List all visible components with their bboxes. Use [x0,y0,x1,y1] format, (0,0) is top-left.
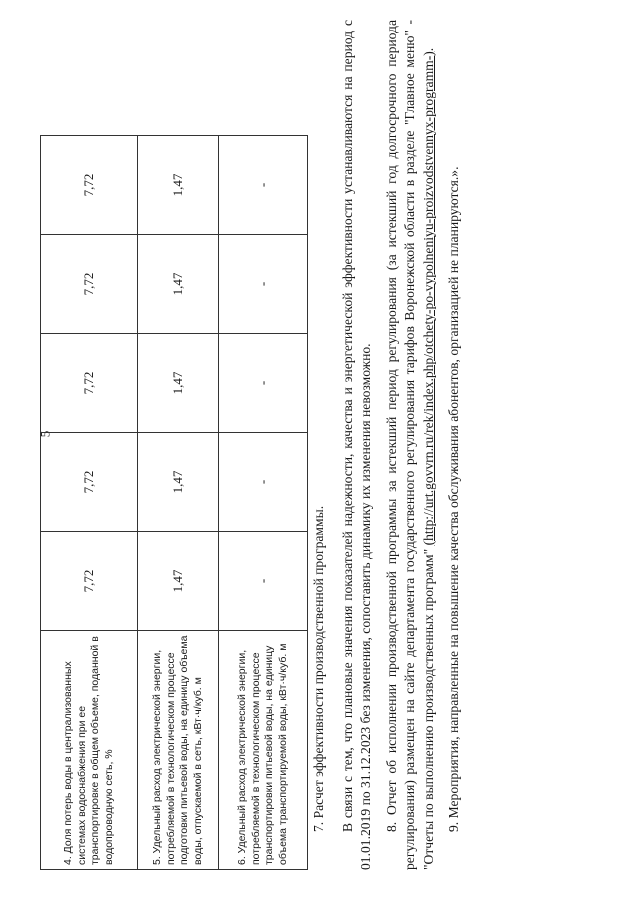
section-9-paragraph: 9. Мероприятия, направленные на повышение качества обслуживания абонентов, организацией не планируются.». [446,166,461,832]
table-row [219,136,308,870]
indicator-value: 1,47 [138,433,219,532]
reports-link[interactable]: (http://urt.govvrn.ru/rek/index.php/otchety-po-vypolneniyu-proizvodstvennyx-programm-) [420,51,436,546]
indicator-value: 1,47 [138,235,219,334]
indicator-value: 7,72 [41,532,138,631]
section-7-paragraph: В связи с тем, что плановые значения показателей надежности, качества и энергетической эффективности устанавливаются на период с 01.01.2019 по 31.12.2023 без изменения, сопоставить динамику их изменения невозможно. [339,20,373,870]
indicator-value: 7,72 [41,433,138,532]
indicator-label: 4. Доля потерь воды в централизованных системах водоснабжения при ее транспортировке в общем объеме, поданной в водопроводную сеть, % [41,631,138,870]
indicator-value: 7,72 [41,334,138,433]
document-body [310,20,471,870]
indicator-value: 1,47 [138,532,219,631]
indicator-value: - [219,334,308,433]
indicator-label: 5. Удельный расход электрической энергии, потребляемой в технологическом процессе подготовки питьевой воды, на единицу объема воды, отпускаемой в сеть, кВт·ч/куб. м [138,631,219,870]
indicator-value: - [219,433,308,532]
indicator-value: - [219,235,308,334]
table-row [41,136,138,870]
section-8-end: . [420,47,436,52]
rotated-page-content [40,10,640,870]
section-7-heading: 7. Расчет эффективности производственной программы. [311,505,326,832]
indicator-value: 1,47 [138,136,219,235]
page-number: 5 [37,430,53,438]
indicator-value: 7,72 [41,235,138,334]
section-8-text: 8. Отчет об исполнении производственной программы за истекший период регулирования (за истекший год долгосрочного периода регулирования) размещен на сайте департамента государственного регулирования тарифов Воронежской области в разделе "Главное меню" - "Отчеты по выполнению производственных программ" [383,20,436,870]
indicator-label: 6. Удельный расход электрической энергии, потребляемой в технологическом процессе транспортировки питьевой воды, на единицу объема транспортируемой воды, кВт·ч/куб. м [219,631,308,870]
indicator-value: 1,47 [138,334,219,433]
indicator-value: - [219,136,308,235]
indicator-value: - [219,532,308,631]
indicators-table [40,135,308,870]
indicator-value: 7,72 [41,136,138,235]
table-row [138,136,219,870]
section-8-paragraph [383,20,439,870]
